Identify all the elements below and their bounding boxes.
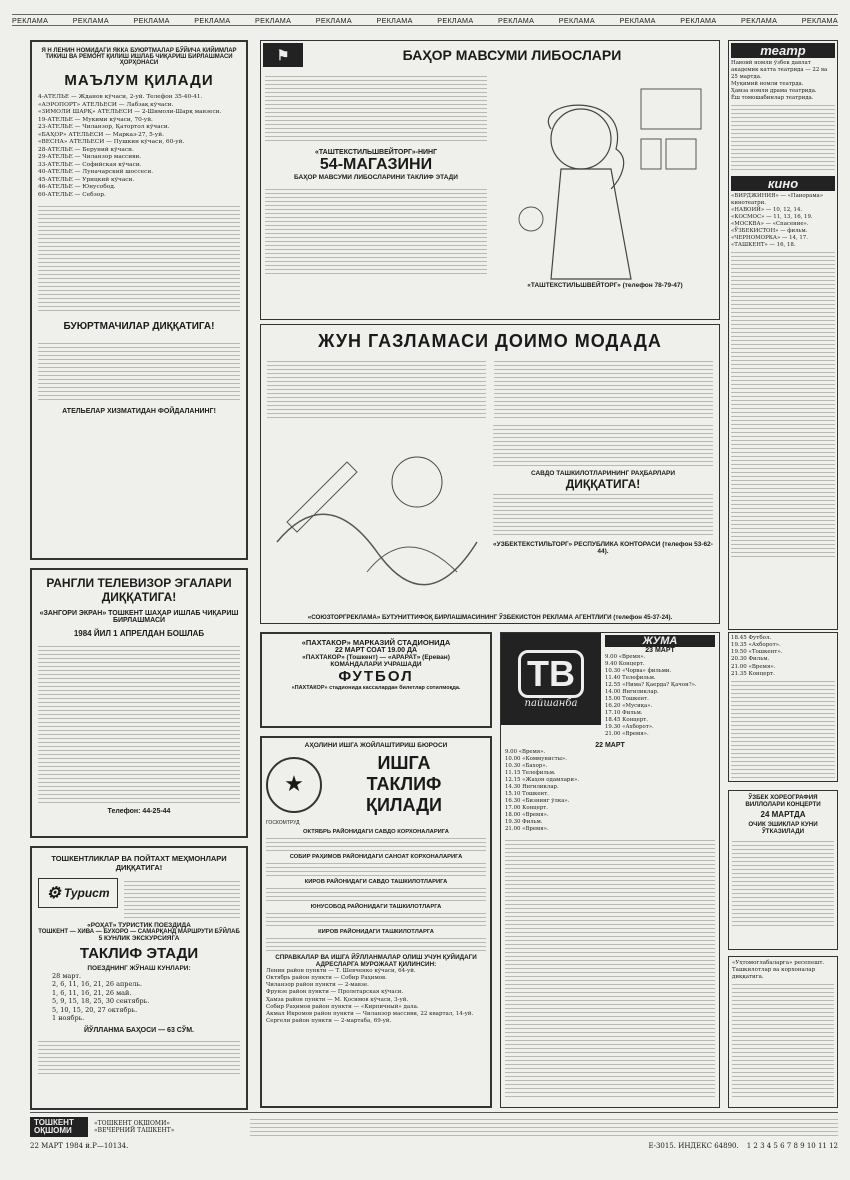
- emblem-icon: ★: [266, 757, 322, 813]
- tv-parts-ad: [30, 568, 248, 838]
- fabric-illustration: [267, 422, 487, 592]
- work-section-title: ОКТЯБРЬ РАЙОНИДАГИ САВДО КОРХОНАЛАРИГА: [303, 829, 449, 835]
- tv-program-body: [505, 837, 715, 1097]
- tv-left-list: [505, 749, 605, 833]
- strip-item: РЕКЛАМА: [619, 15, 656, 25]
- tourist-hotel: «РОҲАТ» ТУРИСТИК ПОЕЗДИДА: [87, 922, 191, 929]
- masthead: ТОШКЕНТ ОҚШОМИ: [30, 1117, 88, 1137]
- footer-num: Р—10134.: [92, 1142, 129, 1150]
- maalum-bottom: АТЕЛЬЕЛАР ХИЗМАТИДАН ФОЙДАЛАНИНГ!: [62, 408, 216, 416]
- tourist-dates-head: ПОЕЗДНИНГ ЖЎНАШ КУНЛАРИ:: [87, 965, 191, 972]
- maalum-line: 4-АТЕЛЬЕ — Жданов кўчаси, 2-уй. Телефон 35-40-41.: [38, 94, 203, 100]
- bahor-intro: [265, 73, 487, 143]
- tv-brand: пайшанба: [524, 697, 578, 709]
- football-sport: ФУТБОЛ: [338, 668, 414, 685]
- tourist-price: ЙЎЛЛАНМА БАҲОСИ — 63 СЎМ.: [84, 1026, 194, 1034]
- kino-head: кино: [731, 176, 835, 191]
- strip-item: РЕКЛАМА: [741, 15, 778, 25]
- strip-item: РЕКЛАМА: [255, 15, 292, 25]
- tourist-dates: [38, 972, 240, 1023]
- maalum-line: 60-АТЕЛЬЕ — Себзор.: [38, 191, 106, 198]
- tourist-date: 2, 6, 11, 16, 21, 26 апрель.: [52, 980, 143, 989]
- maalum-title: МАЪЛУМ ҚИЛАДИ: [64, 72, 214, 89]
- tv-right-item: 9.00 «Время».: [605, 654, 646, 660]
- tv-parts-date: 1984 ЙИЛ 1 АПРЕЛДАН БОШЛАБ: [73, 628, 205, 638]
- maalum-intro: Я Н ЛЕНИН НОМИДАГИ ЯККА БУЮРТМАЛАР БЎЙИЧА КИЙИМЛАР ТИКИШ ВА РЕМОНТ ҚИЛИШ ИШЛАБ ЧИҚАРИШ БИРЛАШМАСИ ҲОРҲОНАСИ: [41, 48, 237, 66]
- bottomad-body: [732, 981, 834, 1099]
- tv-left-item: 17.00 Концерт.: [505, 805, 548, 812]
- strip-item: РЕКЛАМА: [194, 15, 231, 25]
- kino-list: [731, 193, 835, 249]
- brand-logo: ⚑: [263, 43, 303, 67]
- strip-item: РЕКЛАМА: [133, 15, 170, 25]
- work-section-body: [266, 910, 486, 926]
- strip-item: РЕКЛАМА: [680, 15, 717, 25]
- tv-left-item: 12.15 «Жаҳон одамлари».: [505, 777, 579, 784]
- jun-right-head: САВДО ТАШКИЛОТЛАРИНИНГ РАҲБАРЛАРИ: [530, 470, 676, 477]
- tourist-date: 1, 6, 11, 16, 21, 26 май.: [52, 988, 132, 997]
- work-section-title: КИРОВ РАЙОНИДАГИ ТАШКИЛОТЛАРГА: [318, 929, 434, 935]
- tv-day2-date: 23 МАРТ: [645, 647, 675, 654]
- tv-right-item: 15.00 Тошкент.: [605, 696, 649, 703]
- tv-col3-item: 19.35 «Ахборот».: [731, 642, 781, 649]
- tv-right-item: 21.00 «Время».: [605, 731, 649, 738]
- gear-icon: ⚙: [46, 885, 61, 902]
- tv-col3-item: 21.00 «Время».: [731, 663, 776, 670]
- football-team: «ПАХТАКОР» (Тошкент) — «АРАРАТ» (Ереван): [302, 654, 450, 661]
- tourist-title: ТАКЛИФ ЭТАДИ: [79, 945, 199, 962]
- football-top: «ПАХТАКОР» МАРКАЗИЙ СТАДИОНИДА: [301, 638, 451, 647]
- tv-right-list: [605, 654, 715, 738]
- teatr-head: театр: [731, 43, 835, 58]
- tourist-days: 5 КУНЛИК ЭКСКУРСИЯГА: [98, 935, 180, 942]
- tourist-date: 28 март.: [52, 972, 82, 980]
- teatr-line: Ҳамза номли драма театрида.: [731, 88, 817, 95]
- work-title-1: ИШГА: [377, 753, 431, 773]
- footer-pages: 1 2 3 4 5 6 7 8 9 10 11 12: [746, 1142, 838, 1150]
- folk-head: ЎЗБЕК ХОРЕОГРАФИЯ ВИЛЛОЛАРИ КОНЦЕРТИ: [745, 794, 821, 808]
- bahor-store: 54-МАГАЗИНИ: [319, 156, 433, 173]
- tv-logo: [501, 633, 601, 725]
- work-address: Собир Раҳимов район пункти — «Кирпичный» дала.: [266, 1003, 419, 1010]
- tv-parts-body: [38, 643, 240, 803]
- tourist-intro: [124, 878, 240, 918]
- footer: [30, 1112, 838, 1162]
- teatr-list: [731, 60, 835, 102]
- folk-date: 24 МАРТДА: [760, 810, 806, 819]
- tv-left-item: 10.00 «Коммунисты».: [505, 756, 567, 763]
- strip-item: РЕКЛАМА: [72, 15, 109, 25]
- jun-ad: [260, 324, 720, 624]
- footer-date: 22 МАРТ 1984 й.: [30, 1142, 93, 1150]
- tv-right-item: 16.20 «Мусиқа».: [605, 703, 653, 710]
- maalum-sub-text: [38, 340, 240, 400]
- maalum-line: 29-АТЕЛЬЕ — Чиланзор массиви.: [38, 154, 142, 161]
- maalum-line: 40-АТЕЛЬЕ — Луначарский шоссеси.: [38, 169, 154, 176]
- jun-title: ЖУН ГАЗЛАМАСИ ДОИМО МОДАДА: [318, 331, 662, 351]
- bahor-caption: «ТАШТЕКСТИЛЬШВЕЙТОРГ» (телефон 78-79-47): [527, 282, 683, 289]
- work-address: Октябрь район пункти — Собир Раҳимов.: [266, 975, 387, 982]
- maalum-line: 33-АТЕЛЬЕ — Софийская кўчаси.: [38, 161, 142, 168]
- work-address: Ҳамза район пункти — М. Қосимов кўчаси, 3-уй.: [266, 996, 409, 1003]
- maalum-ad: [30, 40, 248, 560]
- strip-item: РЕКЛАМА: [437, 15, 474, 25]
- strip-item: РЕКЛАМА: [12, 15, 49, 25]
- work-address: Фрунзе район пункти — Пролетарская кўчаси.: [266, 989, 404, 996]
- jun-right-title: ДИҚҚАТИГА!: [565, 477, 641, 491]
- footer-info: [250, 1116, 838, 1138]
- tv-logo-text: ТВ: [518, 650, 584, 698]
- work-section-body: [266, 860, 486, 876]
- kino-line: «МОСКВА» — «Спасение».: [731, 221, 809, 228]
- footer-left: «ТОШКЕНТ ОҚШОМИ» «ВЕЧЕРНИЙ ТАШКЕНТ»: [94, 1120, 175, 1134]
- jun-body: [493, 422, 713, 466]
- teatr-line: Ёш томошабинлар театрида.: [731, 95, 814, 102]
- strip-item: РЕКЛАМА: [558, 15, 595, 25]
- jun-org: «УЗБЕКТЕКСТИЛЬТОРГ» РЕСПУБЛИКА КОНТОРАСИ (телефон 53-62-44).: [493, 541, 713, 555]
- tv-parts-title: РАНГЛИ ТЕЛЕВИЗОР ЭГАЛАРИ ДИҚҚАТИГА!: [46, 576, 232, 605]
- maalum-line: «ВЕСНА» АТЕЛЬЕСИ — Пушкин кўчаси, 60-уй.: [38, 139, 185, 146]
- tv-right-item: 9.40 Концерт.: [605, 661, 645, 668]
- maalum-line: 45-АТЕЛЬЕ — Урицкий кўчаси.: [38, 176, 135, 183]
- football-note: «ПАХТАКОР» стадионида кассалардан билетлар сотилмоқда.: [291, 685, 461, 691]
- tv-left-item: 19.30 Фильм.: [505, 819, 543, 826]
- tv-left-item: 11.15 Телефильм.: [505, 770, 556, 777]
- jun-text-left: [267, 358, 486, 418]
- kino-line: «ЎЗБЕКИСТОН» — фильм.: [731, 228, 808, 235]
- tourist-ad: [30, 846, 248, 1110]
- strip-item: РЕКЛАМА: [315, 15, 352, 25]
- tv-left-item: 18.00 «Время».: [505, 812, 549, 819]
- bahor-title: БАҲОР МАВСУМИ ЛИБОСЛАРИ: [402, 47, 622, 63]
- tv-col3-item: 21.35 Концерт.: [731, 670, 775, 677]
- tourist-date: 1 ноябрь.: [52, 1014, 85, 1023]
- tourist-body: [38, 1038, 240, 1076]
- tv-day2: ЖУМА: [605, 635, 715, 647]
- tv-right-item: 12.55 «Нима? Қаерда? Қачон?».: [605, 682, 697, 689]
- woman-illustration-icon: [491, 69, 717, 289]
- tourist-date: 5, 10, 15, 20, 27 октябрь.: [52, 1005, 138, 1014]
- maalum-line: «ЗИМОЛИ ШАРҚ» АТЕЛЬЕСИ — 2-Шимоли-Шарқ мавзеси.: [38, 109, 222, 116]
- work-title-2: ТАКЛИФ: [366, 774, 442, 794]
- football-subtitle: КОМАНДАЛАРИ УЧРАШАДИ: [330, 661, 422, 668]
- tv-left-item: 21.00 «Время».: [505, 826, 549, 833]
- teatr-column: [728, 40, 838, 630]
- work-section-body: [266, 935, 486, 951]
- folk-body: [732, 838, 834, 928]
- work-address: Чиланзор район пункти — 2-мавзе.: [266, 982, 369, 989]
- tv-right-item: 18.45 Концерт.: [605, 717, 648, 724]
- work-addresses: [266, 968, 486, 1025]
- bahor-invite: БАҲОР МАВСУМИ ЛИБОСЛАРИНИ ТАКЛИФ ЭТАДИ: [294, 174, 458, 181]
- work-logo: ГОСКОМТРУД: [266, 820, 300, 826]
- work-title-3: ҚИЛАДИ: [366, 795, 442, 815]
- tv-right-item: 11.40 Телефильм.: [605, 675, 656, 682]
- kino-line: «ВИРДЖИНИЯ» — «Панорама» кинотеатри.: [731, 193, 824, 207]
- work-address: Ленин район пункти — Т. Шевченко кўчаси, 64-уй.: [266, 968, 416, 974]
- tourist-head: ТОШКЕНТЛИКЛАР ВА ПОЙТАХТ МЕҲМОНЛАРИ ДИҚҚАТИГА!: [51, 854, 227, 872]
- teatr-line: Навоий номли ўзбек давлат академик катта театрида — 22 ва 25 мартда.: [731, 60, 828, 81]
- work-sections: [266, 829, 486, 951]
- tv-right-item: 19.30 «Ахборот».: [605, 724, 654, 731]
- folk-sub: ОЧИК ЭШИКЛАР КУНИ ЎТКАЗИЛАДИ: [748, 821, 818, 835]
- bottom-right-ad: [728, 956, 838, 1108]
- tv-right-item: 10.30 «Чорва» фильми.: [605, 668, 672, 675]
- tv-program: [500, 632, 720, 1108]
- maalum-line: 23-АТЕЛЬЕ — Чиланзор, Қатортол кўчаси.: [38, 124, 170, 131]
- bottomad-line: «Уҳтомоглабаларга» ресепешт.: [732, 960, 825, 966]
- strip-item: РЕКЛАМА: [498, 15, 535, 25]
- work-section-title: СОБИР РАҲИМОВ РАЙОНИДАГИ САНОАТ КОРХОНАЛАРИГА: [289, 854, 463, 860]
- kino-line: «НАВОИЙ» — 10, 12, 14.: [731, 207, 803, 214]
- jun-footer: «СОЮЗТОРГРЕКЛАМА» БУТУНИТТИФОҚ БИРЛАШМАСИНИНГ ЎЗБЕКИСТОН РЕКЛАМА АГЕНТЛИГИ (телефон 45-37-24).: [307, 614, 673, 621]
- strip-item: РЕКЛАМА: [801, 15, 838, 25]
- fashion-illustration: [491, 69, 719, 289]
- bahor-org: «ТАШТЕКСТИЛЬШВЕЙТОРГ»-НИНГ: [314, 149, 438, 156]
- work-section-title: КИРОВ РАЙОНИДАГИ САВДО ТАШКИЛОТЛАРИГА: [304, 879, 448, 885]
- tv-left-item: 16.30 «Бизнинг ўлка».: [505, 798, 570, 805]
- tv-left-item: 14.30 Янгиликлар.: [505, 784, 559, 791]
- work-head: АҲОЛИНИ ИШГА ЖОЙЛАШТИРИШ БЮРОСИ: [304, 742, 448, 749]
- tv-col3-body: [731, 678, 835, 778]
- work-section-body: [266, 835, 486, 851]
- tourist-logo: [38, 878, 118, 908]
- bahor-ad: [260, 40, 720, 320]
- football-date: 22 МАРТ СОАТ 19.00 ДА: [335, 647, 417, 654]
- teatr-line: Муқимий номли театрда.: [731, 81, 804, 88]
- tv-left-item: 15.10 Тошкент.: [505, 791, 549, 798]
- tv-left-item: 9.00 «Время».: [505, 749, 546, 756]
- work-section-title: ЮНУСОБОД РАЙОНИДАГИ ТАШКИЛОТЛАРГА: [310, 904, 442, 910]
- fabric-icon: [267, 422, 487, 592]
- maalum-line: 19-АТЕЛЬЕ — Мукими кўчаси, 70-уй.: [38, 116, 153, 123]
- tv-day1: 22 МАРТ: [595, 742, 625, 750]
- kino-body: [731, 249, 835, 559]
- bottomad-line: Ташкилотлар ва корхоналар диққатига.: [732, 967, 816, 981]
- maalum-list: [38, 94, 240, 199]
- tv-col3-item: 20.30 Фильм.: [731, 656, 770, 663]
- work-section-body: [266, 885, 486, 901]
- tv-col3-item: 18.45 Футбол.: [731, 635, 772, 641]
- maalum-line: 28-АТЕЛЬЕ — Беруний кўчаси.: [38, 146, 134, 153]
- football-ad: [260, 632, 492, 728]
- tv-parts-bottom: Телефон: 44-25-44: [107, 807, 171, 815]
- work-info-head: СПРАВКАЛАР ВА ИШГА ЙЎЛЛАНМАЛАР ОЛИШ УЧУН ҚУЙИДАГИ АДРЕСЛАРГА МУРОЖААТ ҚИЛИНСИН:: [275, 954, 477, 968]
- maalum-body-text: [38, 203, 240, 313]
- kino-line: «КОСМОС» — 11, 13, 16, 19.: [731, 214, 813, 221]
- work-ad: [260, 736, 492, 1108]
- jun-right-body: [493, 491, 713, 537]
- tourist-date: 5, 9, 15, 18, 25, 30 сентябрь.: [52, 997, 150, 1006]
- teatr-body: [731, 102, 835, 172]
- strip-item: РЕКЛАМА: [376, 15, 413, 25]
- tourist-route: ТОШКЕНТ — ХИВА — БУХОРО — САМАРҚАНД МАРШРУТИ БЎЙЛАБ: [38, 929, 240, 935]
- bahor-body: [265, 186, 487, 276]
- tv-col3-list: [731, 635, 835, 678]
- work-address: Сергели район пункти — 2-мартаба, 69-уй.: [266, 1017, 392, 1024]
- tv-col3: [728, 632, 838, 782]
- kino-line: «ЧЕРНОМОРКА» — 14, 17.: [731, 235, 808, 242]
- maalum-line: «АЭРОПОРТ» АТЕЛЬЕСИ — Лабзақ кўчаси.: [38, 101, 174, 108]
- folk-ad: [728, 790, 838, 950]
- tv-parts-sub: «ЗАНГОРИ ЭКРАН» ТОШКЕНТ ШАҲАР ИШЛАБ ЧИҚАРИШ БИРЛАШМАСИ: [39, 609, 239, 624]
- jun-text-right: [494, 358, 713, 418]
- kino-line: «ТАШКЕНТ» — 16, 18.: [731, 242, 796, 249]
- tourist-logo-text: Турист: [63, 886, 110, 900]
- footer-index: Е-3015. ИНДЕКС 64890.: [648, 1142, 739, 1150]
- tv-right-item: 14.00 Янгиликлар.: [605, 689, 659, 696]
- advert-strip: [12, 14, 838, 26]
- work-address: Акмал Икромов район пункти — Чиланзор массиви, 22 квартал, 14-уй.: [266, 1010, 474, 1017]
- tv-right-item: 17.10 Фильм.: [605, 710, 643, 717]
- maalum-line: «БАҲОР» АТЕЛЬЕСИ — Марказ-27, 5-уй.: [38, 131, 164, 138]
- maalum-sub: БУЮРТМАЧИЛАР ДИҚҚАТИГА!: [63, 321, 215, 333]
- tv-col3-item: 19.50 «Тошкент».: [731, 649, 783, 656]
- bottomad-list: [732, 960, 834, 981]
- tv-left-item: 10.30 «Бахор».: [505, 763, 548, 770]
- maalum-line: 46-АТЕЛЬЕ — Юнусобод.: [38, 184, 116, 191]
